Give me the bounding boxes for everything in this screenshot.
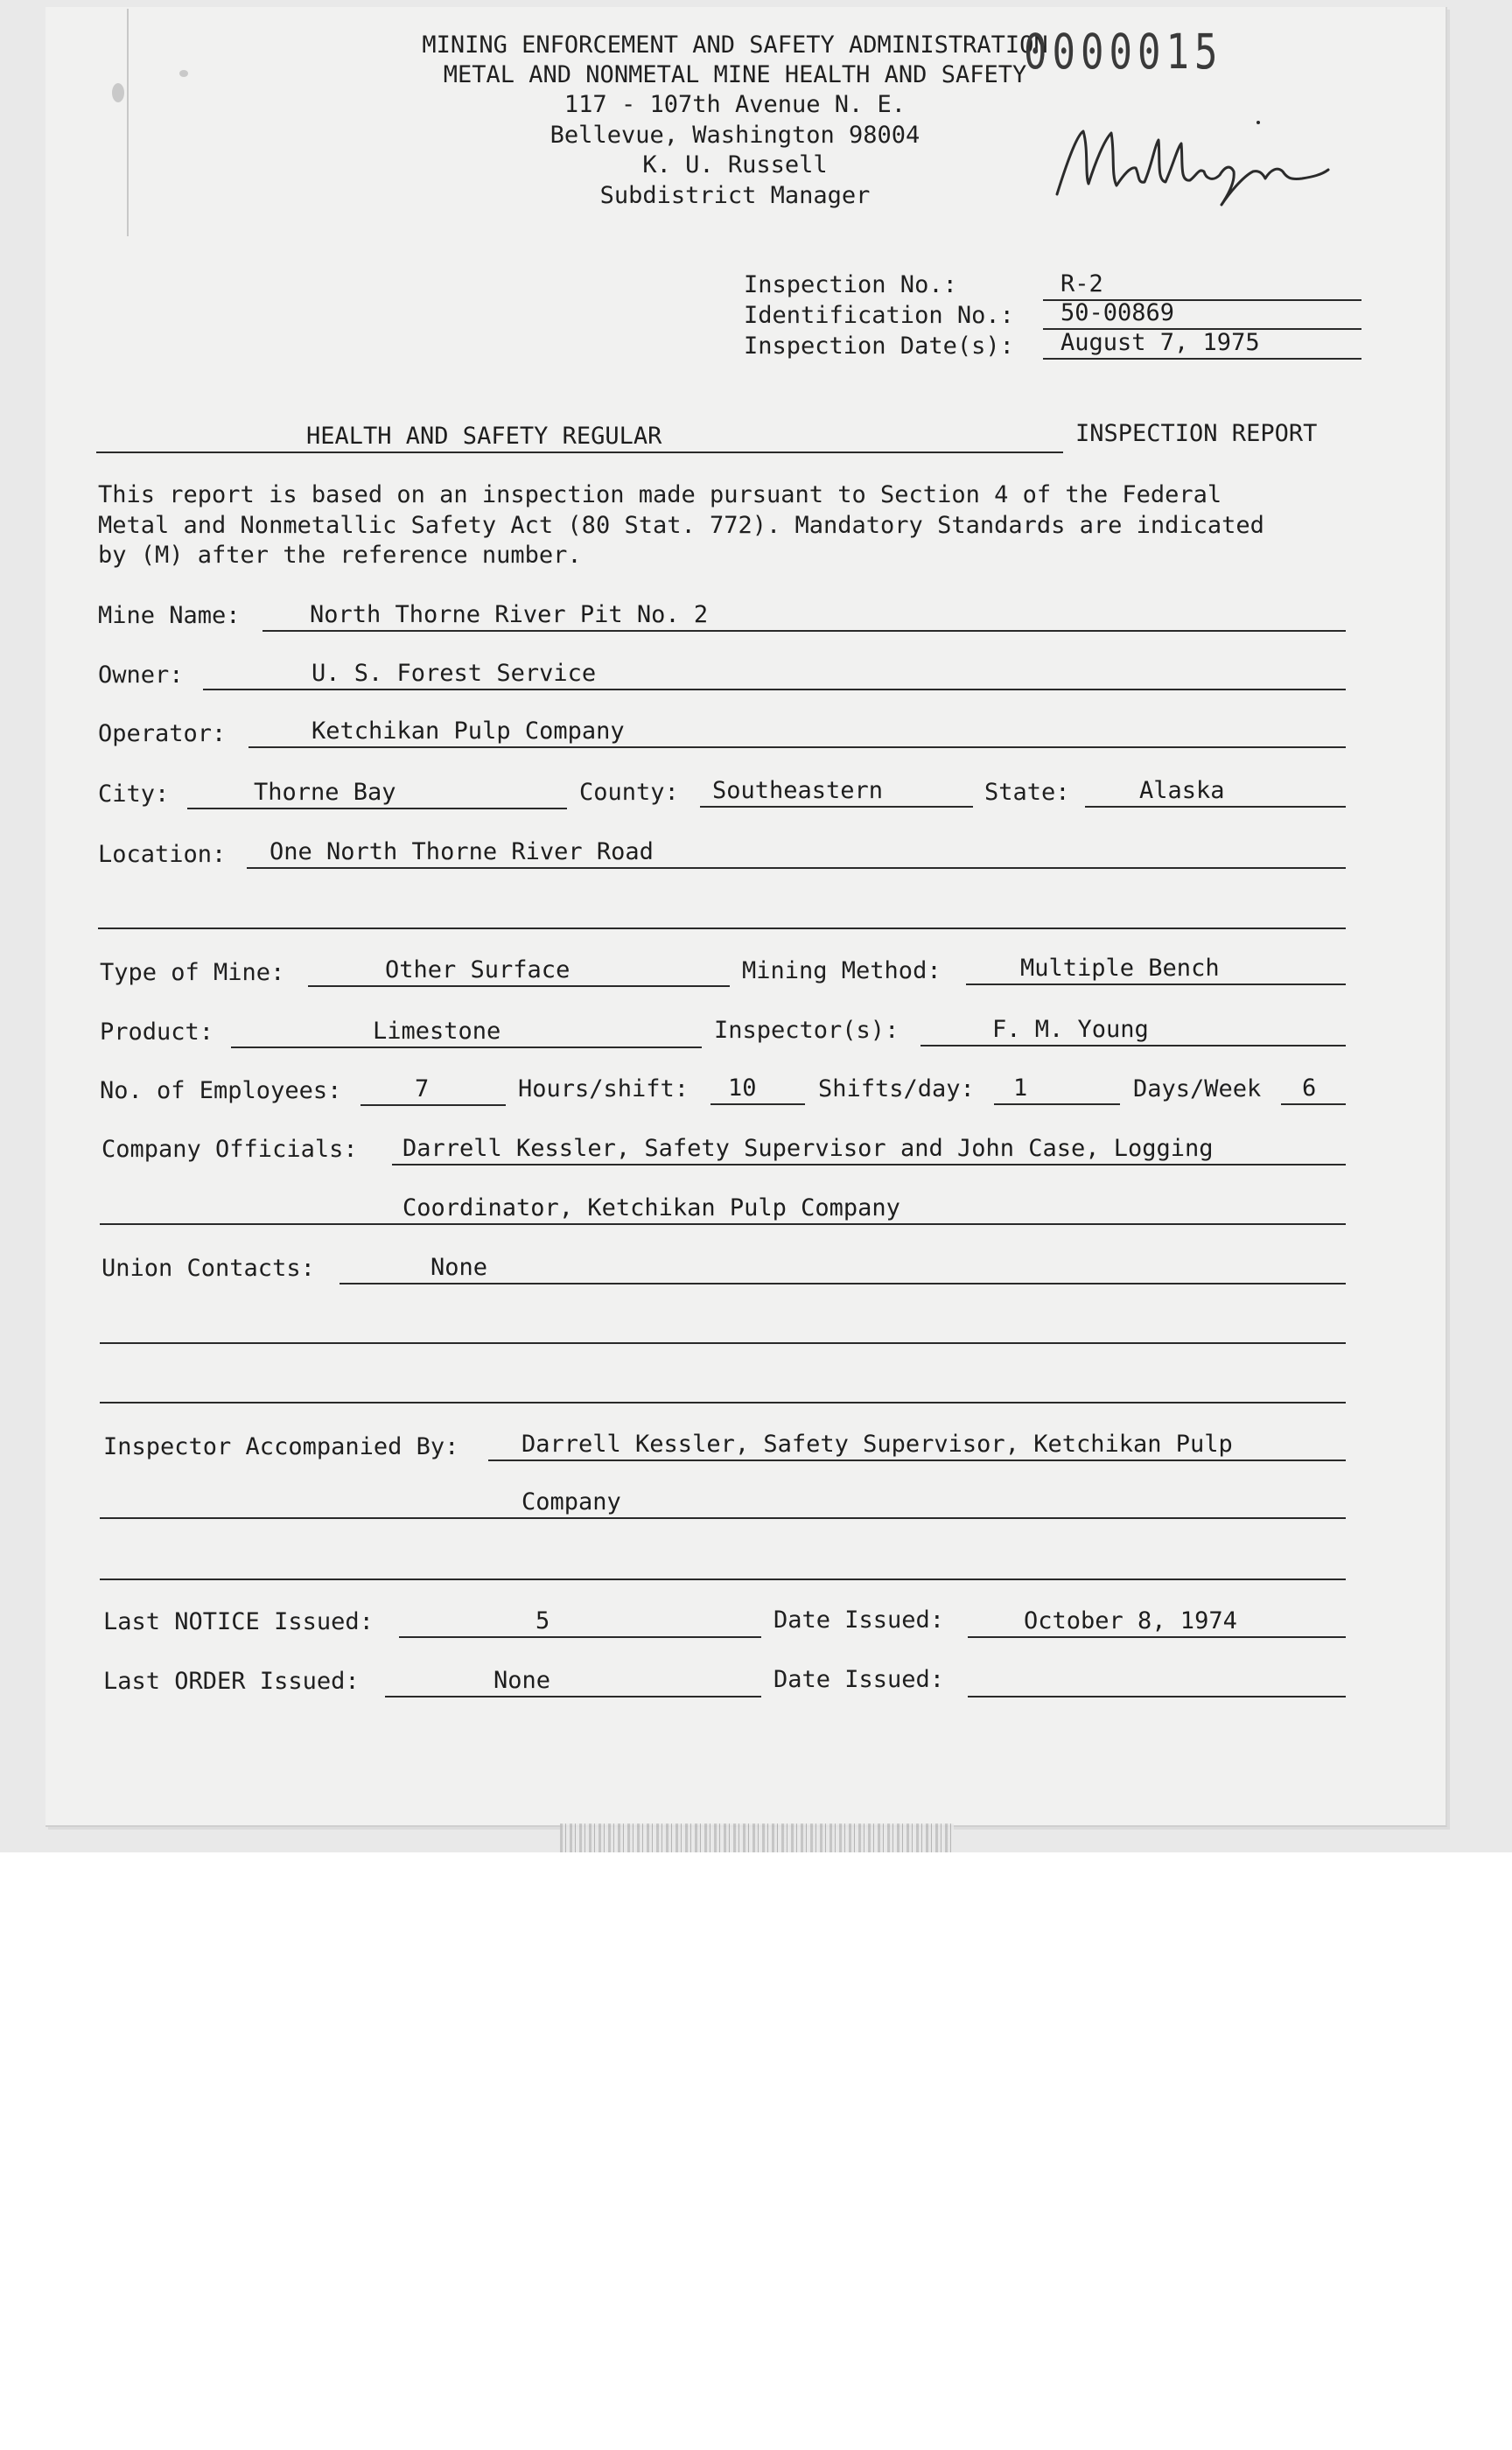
last-order-label: Last ORDER Issued: [103,1668,360,1695]
city-label: City: [98,780,170,808]
mine-name-label: Mine Name: [98,602,241,629]
fold-mark [127,9,129,236]
notice-date-issued-value: October 8, 1974 [1024,1607,1237,1634]
mine-type-label: Type of Mine: [100,959,285,986]
manager-title: Subdistrict Manager [599,182,871,209]
union-contacts-line-2 [100,1314,1346,1344]
employees-field [360,1076,506,1106]
product-label: Product: [100,1018,214,1046]
notice-date-issued-field [968,1608,1346,1638]
product-value: Limestone [373,1018,501,1045]
hours-per-shift-value: 10 [728,1074,757,1102]
union-contacts-line-3 [100,1374,1346,1404]
location-field [247,839,1346,869]
scan-edge-strip [560,1824,954,1852]
document-number-stamp: 0000015 [1024,24,1223,80]
mine-name-value: North Thorne River Pit No. 2 [310,601,709,628]
company-officials-field [392,1136,1346,1166]
manager-name: K. U. Russell [642,151,828,178]
smudge-mark [112,83,124,102]
mine-type-field [308,957,730,987]
order-date-issued-label: Date Issued: [774,1666,945,1693]
intro-text-line-1: This report is based on an inspection made pursuant to Section 4 of the Federal [98,481,1222,508]
inspection-number-value: R-2 [1060,270,1103,298]
report-type-field [96,424,1063,453]
report-title: INSPECTION REPORT [1075,420,1318,447]
last-order-field [385,1668,761,1698]
intro-text-line-2: Metal and Nonmetallic Safety Act (80 Stat. 772). Mandatory Standards are indicated [98,512,1264,539]
inspection-date-label: Inspection Date(s): [744,332,1014,360]
shifts-per-day-label: Shifts/day: [818,1075,975,1102]
street-address: 117 - 107th Avenue N. E. [564,91,906,118]
last-notice-label: Last NOTICE Issued: [103,1608,374,1635]
employees-value: 7 [415,1075,430,1102]
accompanied-by-field [488,1432,1346,1461]
mining-method-label: Mining Method: [742,957,942,984]
identification-number-value: 50-00869 [1060,299,1175,326]
shifts-per-day-value: 1 [1013,1074,1028,1102]
state-value: Alaska [1139,777,1225,804]
accompanied-by-value-line-1: Darrell Kessler, Safety Supervisor, Ketchikan Pulp [522,1431,1233,1458]
state-field [1085,778,1346,808]
last-notice-value: 5 [536,1607,550,1634]
union-contacts-field [340,1255,1346,1284]
inspectors-field [920,1017,1346,1046]
handwritten-signature [1050,114,1339,210]
union-contacts-label: Union Contacts: [102,1255,315,1282]
smudge-mark [179,70,188,77]
operator-label: Operator: [98,720,227,747]
identification-number-label: Identification No.: [744,302,1014,329]
inspectors-value: F. M. Young [992,1016,1149,1043]
identification-number-field [1043,300,1362,330]
mining-method-value: Multiple Bench [1020,955,1220,982]
owner-field [203,661,1346,690]
city-field [187,780,567,809]
company-officials-value-line-2: Coordinator, Ketchikan Pulp Company [402,1194,900,1222]
accompanied-by-line-3 [100,1550,1346,1580]
inspection-number-field [1043,271,1362,301]
company-officials-value-line-1: Darrell Kessler, Safety Supervisor and John Case, Logging [402,1135,1214,1162]
employees-label: No. of Employees: [100,1077,342,1104]
agency-name: MINING ENFORCEMENT AND SAFETY ADMINISTRATION [422,32,1048,59]
company-officials-field-continued [100,1195,1346,1225]
days-per-week-value: 6 [1302,1074,1317,1102]
mine-type-value: Other Surface [385,956,570,984]
report-type-value: HEALTH AND SAFETY REGULAR [306,423,662,450]
inspectors-label: Inspector(s): [714,1017,900,1044]
city-address: Bellevue, Washington 98004 [550,122,920,149]
shifts-per-day-field [994,1075,1120,1105]
county-label: County: [579,779,679,806]
days-per-week-label: Days/Week [1133,1075,1262,1102]
hours-per-shift-label: Hours/shift: [518,1075,690,1102]
location-value: One North Thorne River Road [270,838,654,865]
inspection-date-field [1043,330,1362,360]
hours-per-shift-field [710,1075,805,1105]
operator-field [248,718,1346,748]
company-officials-label: Company Officials: [102,1136,358,1163]
days-per-week-field [1281,1075,1346,1105]
order-date-issued-field [968,1668,1346,1698]
location-continuation-line [98,900,1346,929]
owner-value: U. S. Forest Service [312,660,597,687]
union-contacts-value: None [430,1254,488,1281]
accompanied-by-field-continued [100,1489,1346,1519]
county-field [700,778,973,808]
notice-date-issued-label: Date Issued: [774,1606,945,1634]
mining-method-field [966,956,1346,985]
accompanied-by-label: Inspector Accompanied By: [103,1433,459,1460]
last-order-value: None [494,1667,551,1694]
accompanied-by-value-line-2: Company [522,1488,621,1516]
division-name: METAL AND NONMETAL MINE HEALTH AND SAFETY [443,61,1027,88]
inspection-number-label: Inspection No.: [744,271,957,298]
mine-name-field [262,602,1346,632]
last-notice-field [399,1608,761,1638]
inspection-date-value: August 7, 1975 [1060,329,1260,356]
operator-value: Ketchikan Pulp Company [312,718,625,745]
location-label: Location: [98,841,227,868]
city-value: Thorne Bay [254,779,396,806]
intro-text-line-3: by (M) after the reference number. [98,542,582,569]
county-value: Southeastern [712,777,884,804]
state-label: State: [984,779,1070,806]
product-field [231,1018,702,1048]
owner-label: Owner: [98,662,184,689]
